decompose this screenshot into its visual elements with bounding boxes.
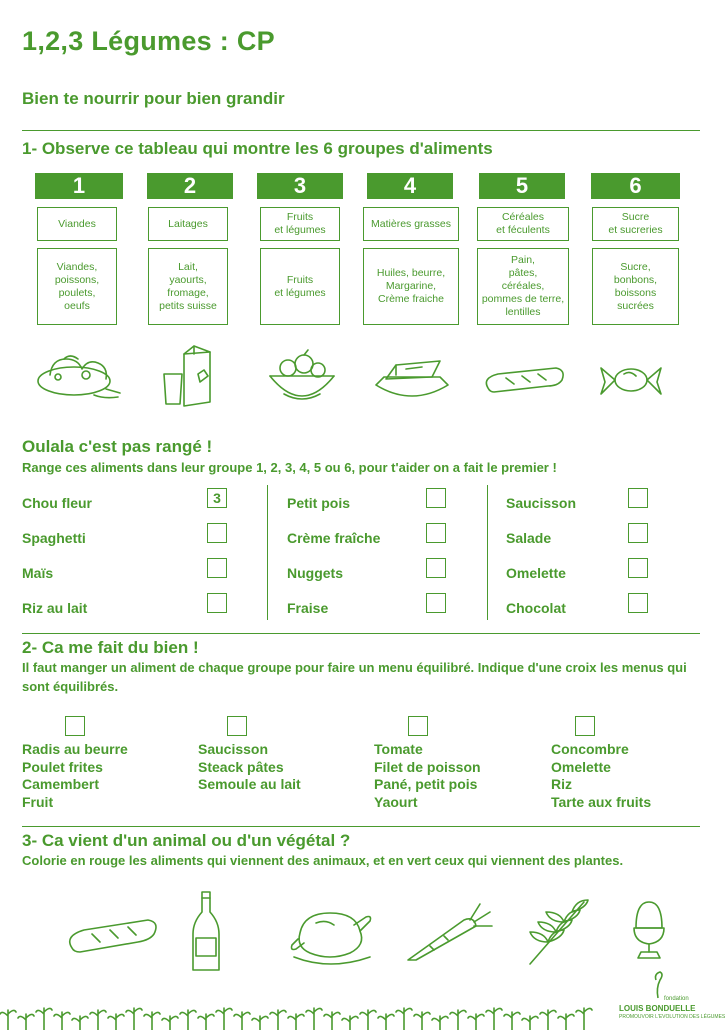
- section2-heading: 2- Ca me fait du bien !: [22, 638, 199, 657]
- divider: [22, 826, 700, 827]
- group-name-cell: Céréales et féculents: [477, 207, 569, 241]
- group-name-cell: Viandes: [37, 207, 117, 241]
- menu-item: Poulet frites: [22, 758, 103, 775]
- group-answer-box[interactable]: [426, 488, 446, 508]
- group-answer-box[interactable]: [426, 593, 446, 613]
- menu-checkbox[interactable]: [575, 716, 595, 736]
- menu-checkbox[interactable]: [227, 716, 247, 736]
- group-examples-cell: Huiles, beurre, Margarine, Crème fraiche: [363, 248, 459, 325]
- group-number-2: 2: [147, 173, 233, 199]
- food-item-label: Petit pois: [287, 495, 351, 511]
- group-answer-box[interactable]: [628, 558, 648, 578]
- plant-border-decoration: [0, 990, 610, 1030]
- menu-item: Steack pâtes: [198, 758, 284, 775]
- group-number-4: 4: [367, 173, 453, 199]
- group-examples-cell: Lait, yaourts, fromage, petits suisse: [148, 248, 228, 325]
- column-divider: [267, 485, 268, 620]
- logo-icon: [651, 972, 665, 998]
- section3-heading: 3- Ca vient d'un animal ou d'un végétal ?: [22, 831, 351, 850]
- butter-dish-icon: [372, 355, 452, 405]
- sorting-heading: Oulala c'est pas rangé !: [22, 437, 213, 456]
- food-item-label: Saucisson: [506, 495, 577, 511]
- logo-prefix: fondation: [664, 996, 689, 1002]
- group-name-cell: Laitages: [148, 207, 228, 241]
- group-name-cell: Fruits et légumes: [260, 207, 340, 241]
- group-name-cell: Sucre et sucreries: [592, 207, 679, 241]
- menu-item: Tarte aux fruits: [551, 793, 652, 810]
- menu-item: Tomate: [374, 741, 423, 757]
- menu-item: Filet de poisson: [374, 758, 481, 775]
- wheat-icon[interactable]: [524, 896, 594, 968]
- logo-name: LOUIS BONDUELLE: [619, 1004, 696, 1013]
- group-number-6: 6: [591, 173, 680, 199]
- menu-item: Fruit: [22, 793, 54, 810]
- section1-heading: 1- Observe ce tableau qui montre les 6 groupes d'aliments: [22, 139, 493, 158]
- baguette-icon: [482, 366, 566, 396]
- meat-icon: [34, 345, 124, 405]
- divider: [22, 130, 700, 131]
- group-answer-box[interactable]: [628, 523, 648, 543]
- page-title: 1,2,3 Légumes : CP: [22, 26, 275, 56]
- menu-checkbox[interactable]: [408, 716, 428, 736]
- food-item-label: Spaghetti: [22, 530, 86, 546]
- menu-item: Saucisson: [198, 741, 269, 757]
- food-item-label: Fraise: [287, 600, 329, 616]
- food-item-label: Chou fleur: [22, 495, 92, 511]
- group-answer-box[interactable]: [628, 593, 648, 613]
- menu-item: Riz: [551, 776, 572, 792]
- group-answer-box[interactable]: [207, 523, 227, 543]
- bottle-icon[interactable]: [191, 890, 221, 974]
- menu-item: Pané, petit pois: [374, 776, 478, 792]
- group-examples-cell: Pain, pâtes, céréales, pommes de terre, lentilles: [477, 248, 569, 325]
- sorting-instruction: Range ces aliments dans leur groupe 1, 2, 3, 4, 5 ou 6, pour t'aider on a fait le premier !: [22, 460, 557, 475]
- food-item-label: Omelette: [506, 565, 566, 581]
- section3-instruction: Colorie en rouge les aliments qui viennent des animaux, et en vert ceux qui viennent des plantes.: [22, 853, 624, 868]
- food-item-label: Nuggets: [287, 565, 343, 581]
- menu-item: Omelette: [551, 758, 611, 775]
- group-number-3: 3: [257, 173, 343, 199]
- menu-checkbox[interactable]: [65, 716, 85, 736]
- food-item-label: Maïs: [22, 565, 54, 581]
- menu-item: Semoule au lait: [198, 776, 301, 792]
- menu-list: [22, 741, 128, 811]
- carrot-icon[interactable]: [404, 900, 494, 964]
- food-item-label: Crème fraîche: [287, 530, 381, 546]
- divider: [22, 633, 700, 634]
- food-item-label: Salade: [506, 530, 552, 546]
- column-divider: [487, 485, 488, 620]
- menu-item: Camembert: [22, 776, 100, 792]
- food-item-label: Riz au lait: [22, 600, 88, 616]
- menu-list: [551, 741, 651, 811]
- group-name-cell: Matières grasses: [363, 207, 459, 241]
- group-answer-box[interactable]: [628, 488, 648, 508]
- page-subtitle: Bien te nourrir pour bien grandir: [22, 89, 285, 108]
- group-examples-cell: Sucre, bonbons, boissons sucrées: [592, 248, 679, 325]
- food-item-label: Chocolat: [506, 600, 566, 616]
- group-examples-cell: Fruits et légumes: [260, 248, 340, 325]
- fruit-bowl-icon: [266, 350, 338, 406]
- candy-icon: [598, 360, 664, 400]
- group-examples-cell: Viandes, poissons, poulets, oeufs: [37, 248, 117, 325]
- egg-cup-icon[interactable]: [632, 900, 666, 962]
- group-answer-box[interactable]: [207, 558, 227, 578]
- group-number-5: 5: [479, 173, 565, 199]
- baguette-icon[interactable]: [64, 918, 160, 958]
- milk-carton-icon: [160, 344, 220, 408]
- section2-instruction: Il faut manger un aliment de chaque groupe pour faire un menu équilibré. Indique d'une croix les menus qui sont équilibrés.: [22, 660, 687, 694]
- menu-item: Concombre: [551, 741, 629, 757]
- logo-tagline: PROMOUVOIR L'EVOLUTION DES LÉGUMES: [619, 1014, 726, 1020]
- menu-list: [198, 741, 301, 794]
- menu-item: Yaourt: [374, 793, 418, 810]
- group-number-1: 1: [35, 173, 123, 199]
- group-answer-box[interactable]: [426, 523, 446, 543]
- menu-item: Radis au beurre: [22, 741, 128, 757]
- group-answer-box[interactable]: [207, 593, 227, 613]
- menu-list: [374, 741, 481, 811]
- group-answer-box[interactable]: [426, 558, 446, 578]
- roast-chicken-icon[interactable]: [290, 905, 374, 967]
- group-answer-box[interactable]: 3: [207, 488, 227, 508]
